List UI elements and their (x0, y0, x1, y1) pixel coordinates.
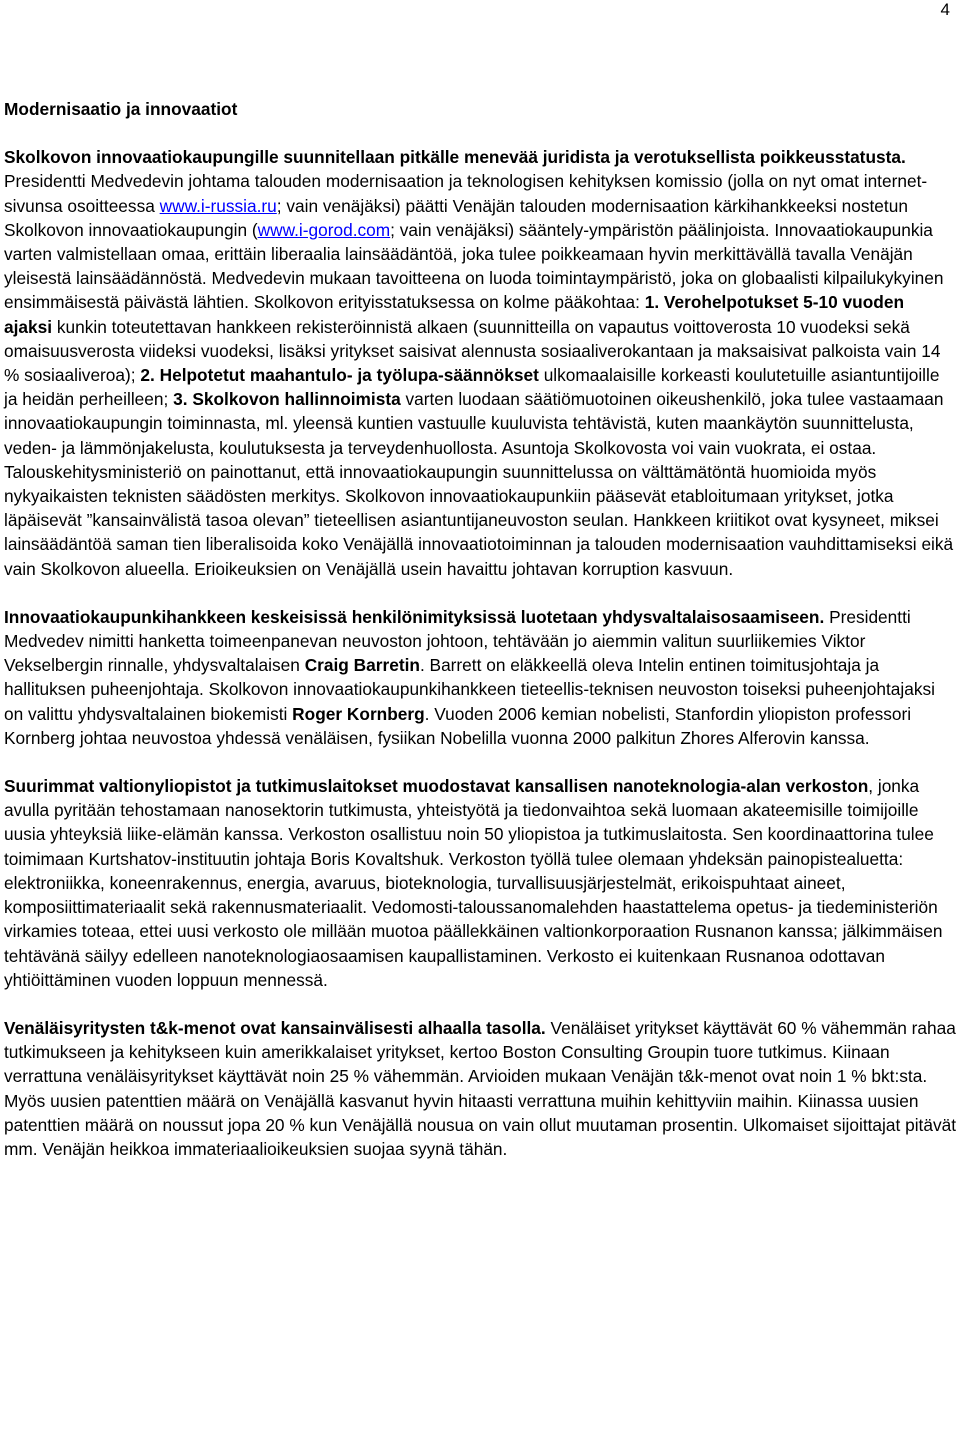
section-heading: Modernisaatio ja innovaatiot (4, 99, 238, 119)
paragraph-text: . Vuoden 2006 kemian nobelisti, Stanfordin yliopiston professori Kornberg johtaa neuvostoa yhdessä venäläisen, fysiikan Nobelilla vuonna 2000 palkitun Zhores Alferovin kanssa. (4, 703, 912, 748)
paragraph-lead: Skolkovon innovaatiokaupungille suunnitellaan pitkälle menevää juridista ja verotuksellista poikkeusstatusta. (4, 147, 906, 168)
paragraph-text: Presidentti Medvedev nimitti hanketta toimeenpanevan neuvoston johtoon, tehtävään jo aiemmin valitun suurliikemies Viktor Vekselbergin rinnalle, yhdysvaltalaisen (4, 606, 911, 676)
page-number: 4 (940, 0, 950, 19)
point-2: 2. Helpotetut maahantulo- ja työlupa-säännökset (140, 365, 539, 386)
paragraph-lead: Innovaatiokaupunkihankkeen keskeisissä henkilönimityksissä luotetaan yhdysvaltalaisosaamiseen. (4, 606, 825, 627)
paragraph-rd-spending (4, 1016, 956, 1161)
paragraph-nanotech-network (4, 774, 956, 992)
paragraph-lead: Venäläisyritysten t&k-menot ovat kansainvälisesti alhaalla tasolla. (4, 1017, 546, 1038)
paragraph-text: varten luodaan säätiömuotoinen oikeushenkilö, joka tulee vastaamaan innovaatiokaupungin toiminnasta, ml. yleensä kuntien vastuulle kuuluvista tehtävistä, kuten maankäytön suunnittelusta, veden- ja lämmönjakelusta, koulutuksesta ja terveydenhuollosta. Asuntoja Skolkovosta voi vain vuokrata, ei ostaa. Talouskehitysministeriö on painottanut, että innovaatiokaupungin suunnittelussa on välttämätöntä huomioida myös nykyaikaisten teknisten säädösten merkitys. Skolkovon innovaatiokaupunkiin pääsevät etabloitumaan yritykset, jotka läpäisevät ”kansainvälistä tasoa olevan” tieteellisen asiantuntijaneuvoston seulan. Hankkeen kriitikot ovat kysyneet, miksei lainsäädäntöä saman tien liberalisoida koko Venäjällä innovaatiotoiminnan ja talouden modernisaation vauhdittamiseksi eikä vain Skolkovon alueella. Erioikeuksien on Venäjällä usein havaittu johtavan korruption kasvuun. (4, 389, 954, 579)
paragraph-lead: Suurimmat valtionyliopistot ja tutkimuslaitokset muodostavat kansallisen nanoteknologia-alan verkoston (4, 776, 869, 797)
paragraph-skolkovo-status (4, 145, 956, 581)
paragraph-text: Venäläiset yritykset käyttävät 60 % vähemmän rahaa tutkimukseen ja kehitykseen kuin amerikkalaiset yritykset, kertoo Boston Consulting Groupin tuore tutkimus. Kiinaan verrattuna venäläisyritykset käyttävät noin 25 % vähemmän. Arvioiden mukaan Venäjän t&k-menot ovat noin 1 % bkt:sta. Myös uusien patenttien määrä on Venäjällä kasvanut hyvin hitaasti verrattuna muihin kehittyviin maihin. Kiinassa uusien patenttien määrä on noussut jopa 20 % kun Venäjällä nousua on vain ollut muutaman prosentin. Ulkomaiset sijoittajat pitävät mm. Venäjän heikkoa immateriaalioikeuksien suojaa syynä tähän. (4, 1017, 957, 1159)
name-roger-kornberg: Roger Kornberg (292, 703, 425, 724)
document-body (4, 97, 956, 1185)
paragraph-text: kunkin toteutettavan hankkeen rekisteröinnistä alkaen (suunnitteilla on vapautus voittoverosta 10 vuodeksi sekä omaisuusverosta viideksi vuodeksi, lisäksi yritykset saisivat alennusta sosiaaliverokantaan ja maksaisivat palkoista vain 14 % sosiaaliveroa); (4, 316, 941, 386)
paragraph-text: ; vain venäjäksi) sääntely-ympäristön päälinjoista. Innovaatiokaupunkia varten valmistellaan omaa, erittäin liberaalia lainsäädäntöä, joka tulee poikkeamaan hyvin merkittävällä tavalla Venäjän yleisestä lainsäädännöstä. Medvedevin mukaan tavoitteena on luoda toimintaympäristö, joka on globaalisti kilpailukykyinen ensimmäisestä päivästä lähtien. Skolkovon erityisstatuksessa on kolme pääkohtaa: (4, 219, 944, 313)
paragraph-appointments (4, 605, 956, 750)
paragraph-text: . Barrett on eläkkeellä oleva Intelin entinen toimitusjohtaja ja hallituksen puheenjohtaja. Skolkovon innovaatiokaupunkihankkeen tieteellis-teknisen neuvoston toiseksi puheenjohtajaksi on valittu yhdysvaltalainen biokemisti (4, 655, 935, 724)
name-craig-barrett: Craig Barretin (304, 655, 420, 676)
link-i-gorod[interactable]: www.i-gorod.com (257, 219, 391, 240)
point-3: 3. Skolkovon hallinnoimista (173, 389, 401, 410)
link-i-russia[interactable]: www.i-russia.ru (159, 195, 277, 216)
paragraph-text: , jonka avulla pyritään tehostamaan nanosektorin tutkimusta, yhteistyötä ja tiedonvaihtoa sekä luomaan akateemisille toimijoille uusia yhteyksiä liike-elämän kanssa. Verkoston osallistuu noin 50 yliopistoa ja tutkimuslaitosta. Sen koordinaattorina tulee toimimaan Kurtshatov-instituutin johtaja Boris Kovaltshuk. Verkoston työllä tulee olemaan yhdeksän painopistealuetta: elektroniikka, koneenrakennus, energia, avaruus, bioteknologia, turvallisuusjärjestelmät, erikoispuhtaat aineet, komposiittimateriaalit sekä rakennusmateriaalit. Vedomosti-taloussanomalehden haastattelema opetus- ja tiedeministeriön virkamies toteaa, ettei uusi verkosto ole millään muotoa päällekkäinen valtionkorporaation Rusnanon kanssa; jälkimmäisen tehtävänä säilyy edelleen nanoteknologiaosaamisen kaupallistaminen. Verkosto ei kuitenkaan Rusnanoa odottavan yhtiöittäminen vuoden loppuun mennessä. (4, 776, 943, 990)
paragraph-text: ulkomaalaisille korkeasti koulutetuille asiantuntijoille ja heidän perheilleen; (4, 365, 940, 410)
paragraph-text: ; vain venäjäksi) päätti Venäjän talouden modernisaation kärkihankkeeksi nostetun Skolkovon innovaatiokaupungin ( (4, 195, 908, 240)
paragraph-text: Presidentti Medvedevin johtama talouden modernisaation ja teknologisen kehityksen komissio (jolla on nyt omat internet-sivunsa osoitteessa (4, 171, 928, 216)
point-1: 1. Verohelpotukset 5-10 vuoden ajaksi (4, 292, 904, 337)
